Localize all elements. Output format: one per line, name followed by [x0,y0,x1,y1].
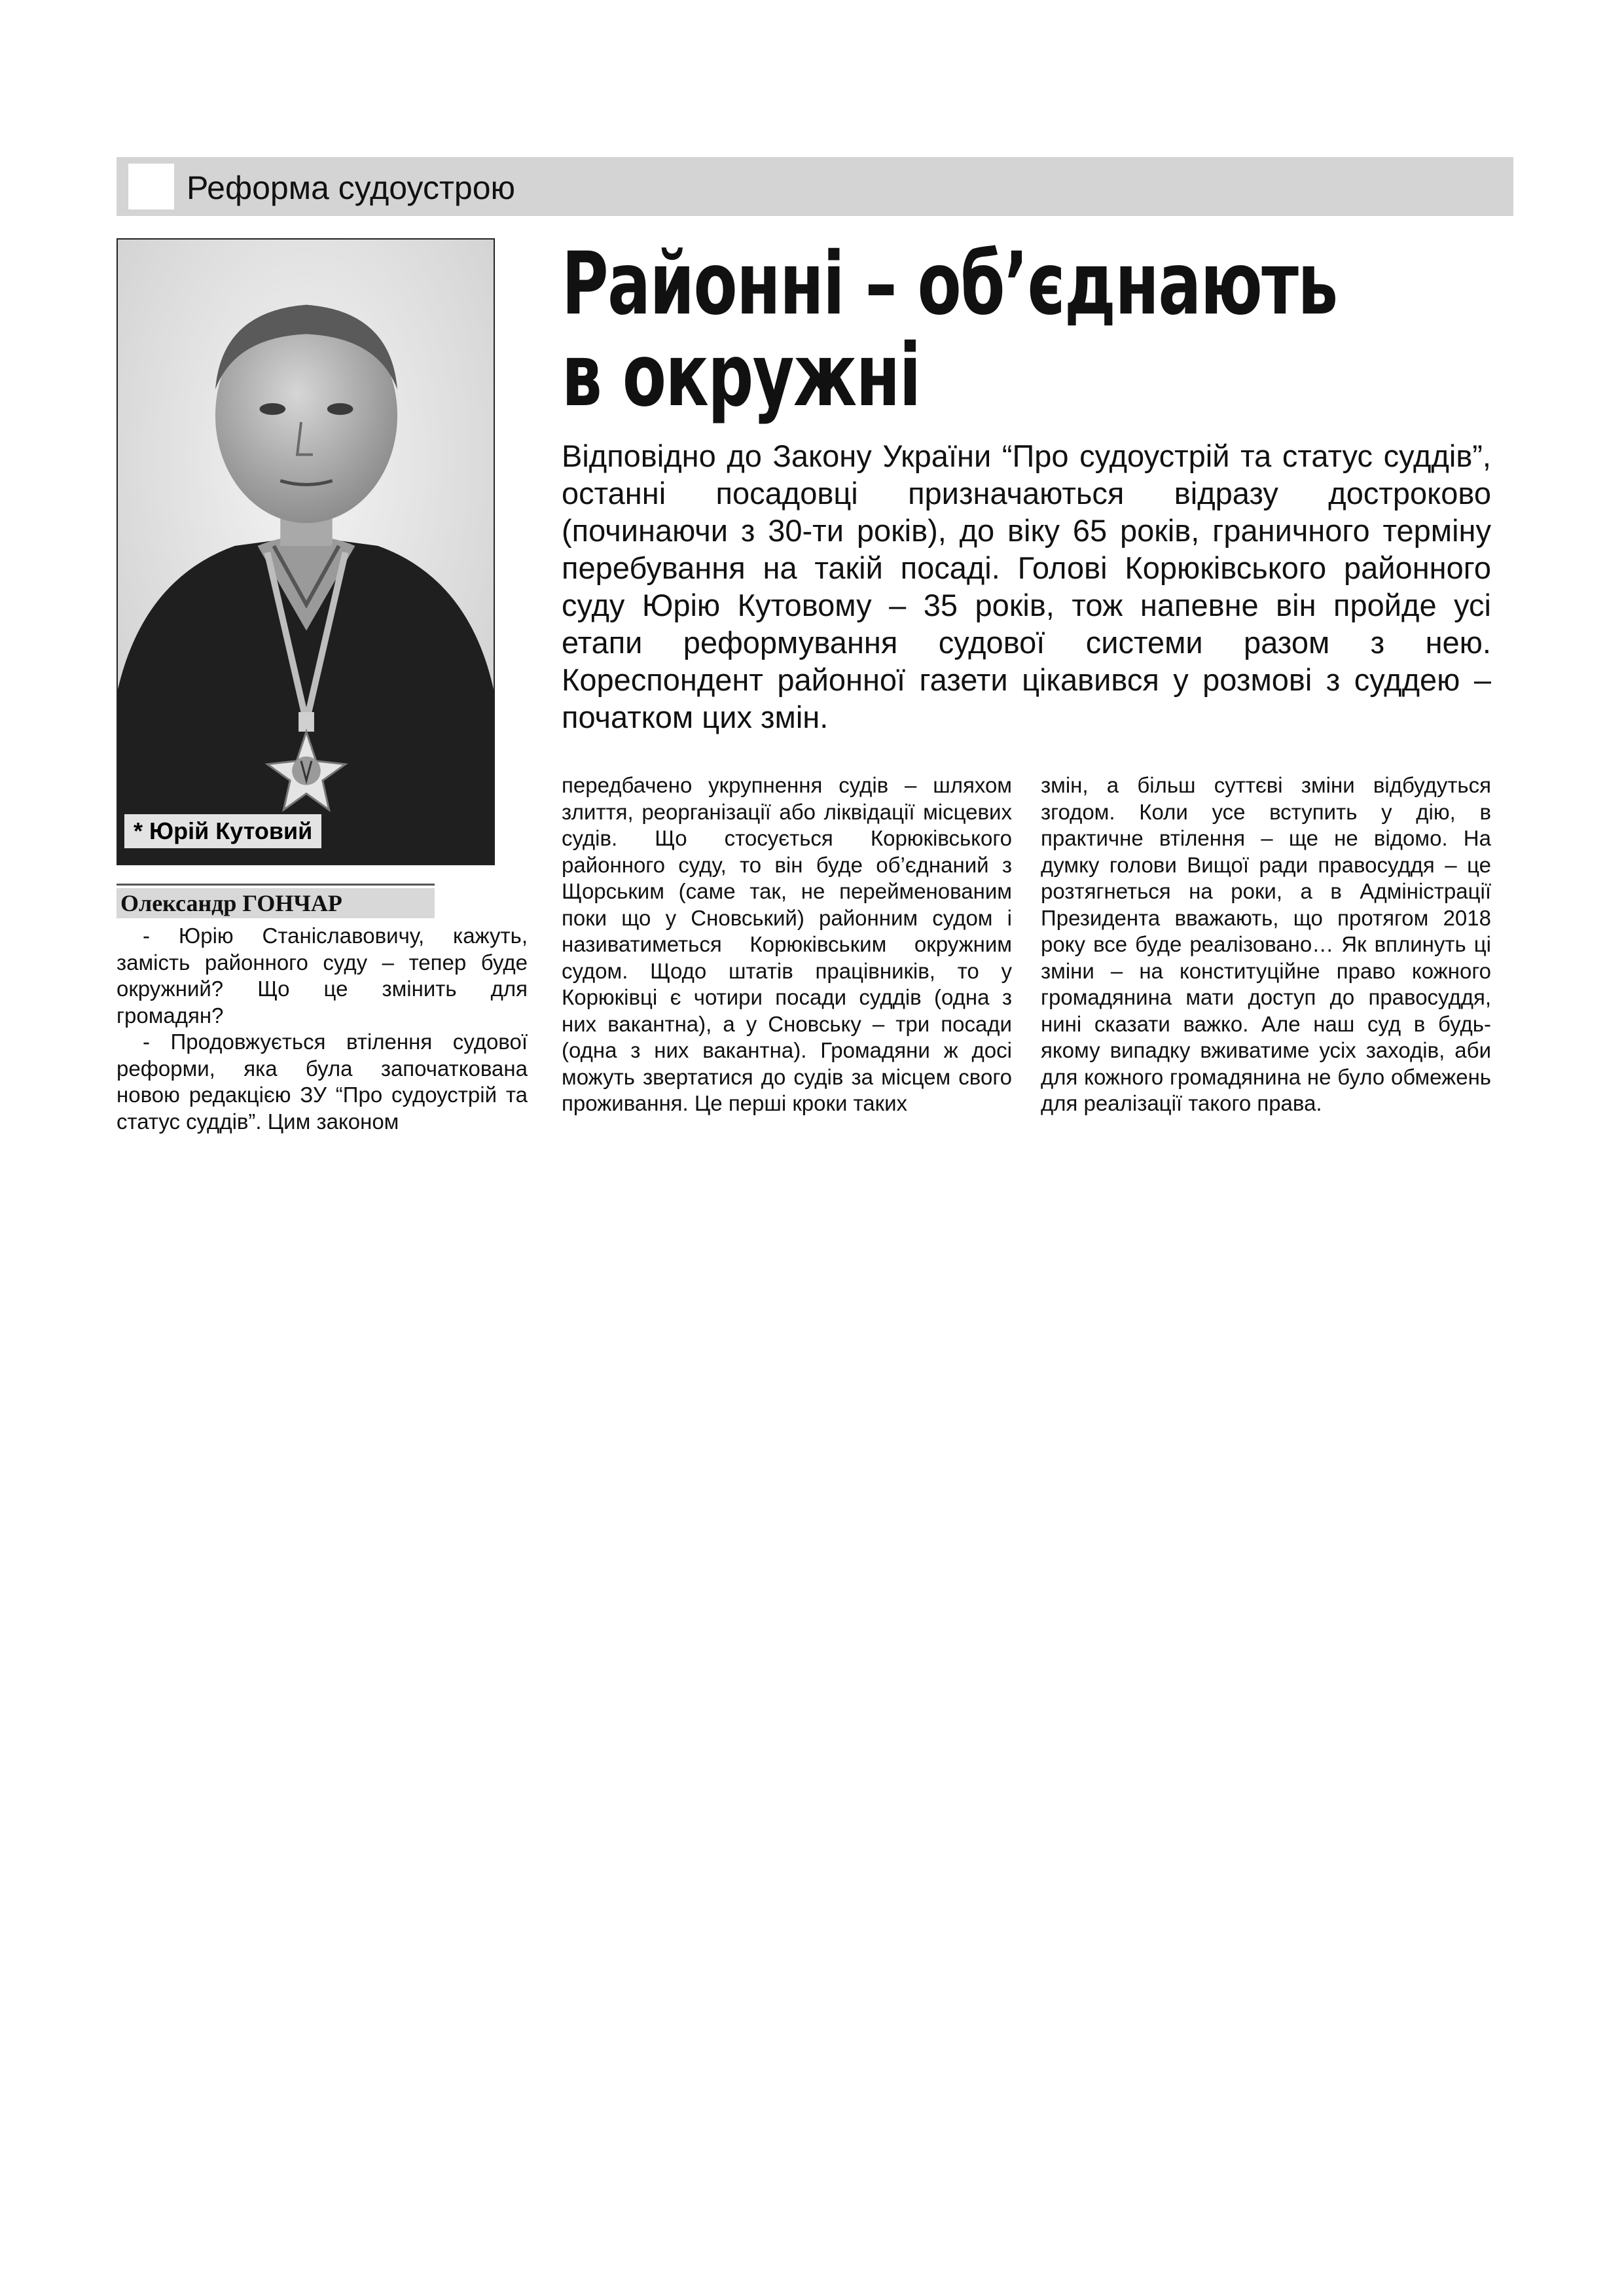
column-1-question: - Юрію Станіславовичу, кажуть, замість районного суду – тепер буде окружний? Що це змінить для громадян? [117,924,528,1028]
author-byline: Олександр ГОНЧАР [117,888,435,918]
headline-line-2: в окружні [562,325,920,426]
article-headline [562,234,1337,426]
section-header-marker [128,164,174,209]
headline-line-1: Районні – об’єднають [562,234,1337,334]
article-column-2 [562,772,1012,1117]
judge-photo [117,238,495,865]
portrait-image [118,240,494,864]
column-2-text: передбачено укрупнення судів – шляхом злиття, реорганізації або ліквідації місцевих судів. Що стосується Корюківського районного суду, то він буде об’єднаний з Щорським (саме так, не перейменованим поки що у Сновський) районним судом і називатиметься Корюківським окружним судом. Щодо штатів працівників, то у Корюківці є чотири посади суддів (одна з них вакантна), а у Сновську – три посади (одна з них вакантна). Громадяни ж досі можуть звертатися до судів за місцем свого проживання. Це перші кроки таких [562,773,1012,1115]
article-column-3 [1041,772,1491,1117]
article-lead: Відповідно до Закону України “Про судоустрій та статус суддів”, останні посадовці призначаються відразу достроково (починаючи з 30-ти років), до віку 65 років, граничного терміну перебування на такій посаді. Голові Корюківського районного суду Юрію Кутовому – 35 років, тож напевне він пройде усі етапи реформування судової системи разом з нею. Кореспондент районної газети цікавився у розмові з суддею – початком цих змін. [562,439,1491,734]
photo-caption: * Юрій Кутовий [124,814,321,848]
column-3-text: змін, а більш суттєві зміни відбудуться згодом. Коли усе вступить у дію, в практичне втілення – ще не відомо. На думку голови Вищої ради правосуддя – це розтягнеться на роки, а в Адміністрації Президента вважають, що протягом 2018 року все буде реалізовано… Як вплинуть ці зміни – на конституційне право кожного громадянина мати доступ до правосуддя, нині сказати важко. Але наш суд в будь-якому випадку вживатиме усіх заходів, аби для кожного громадянина не було обмежень для реалізації такого права. [1041,773,1491,1115]
section-title: Реформа судоустрою [187,170,516,206]
byline-rule [117,884,435,886]
article-column-1 [117,923,528,1135]
column-1-answer: - Продовжується втілення судової реформи, яка була започаткована новою редакцією ЗУ “Про судоустрій та статус суддів”. Цим законом [117,1030,528,1134]
